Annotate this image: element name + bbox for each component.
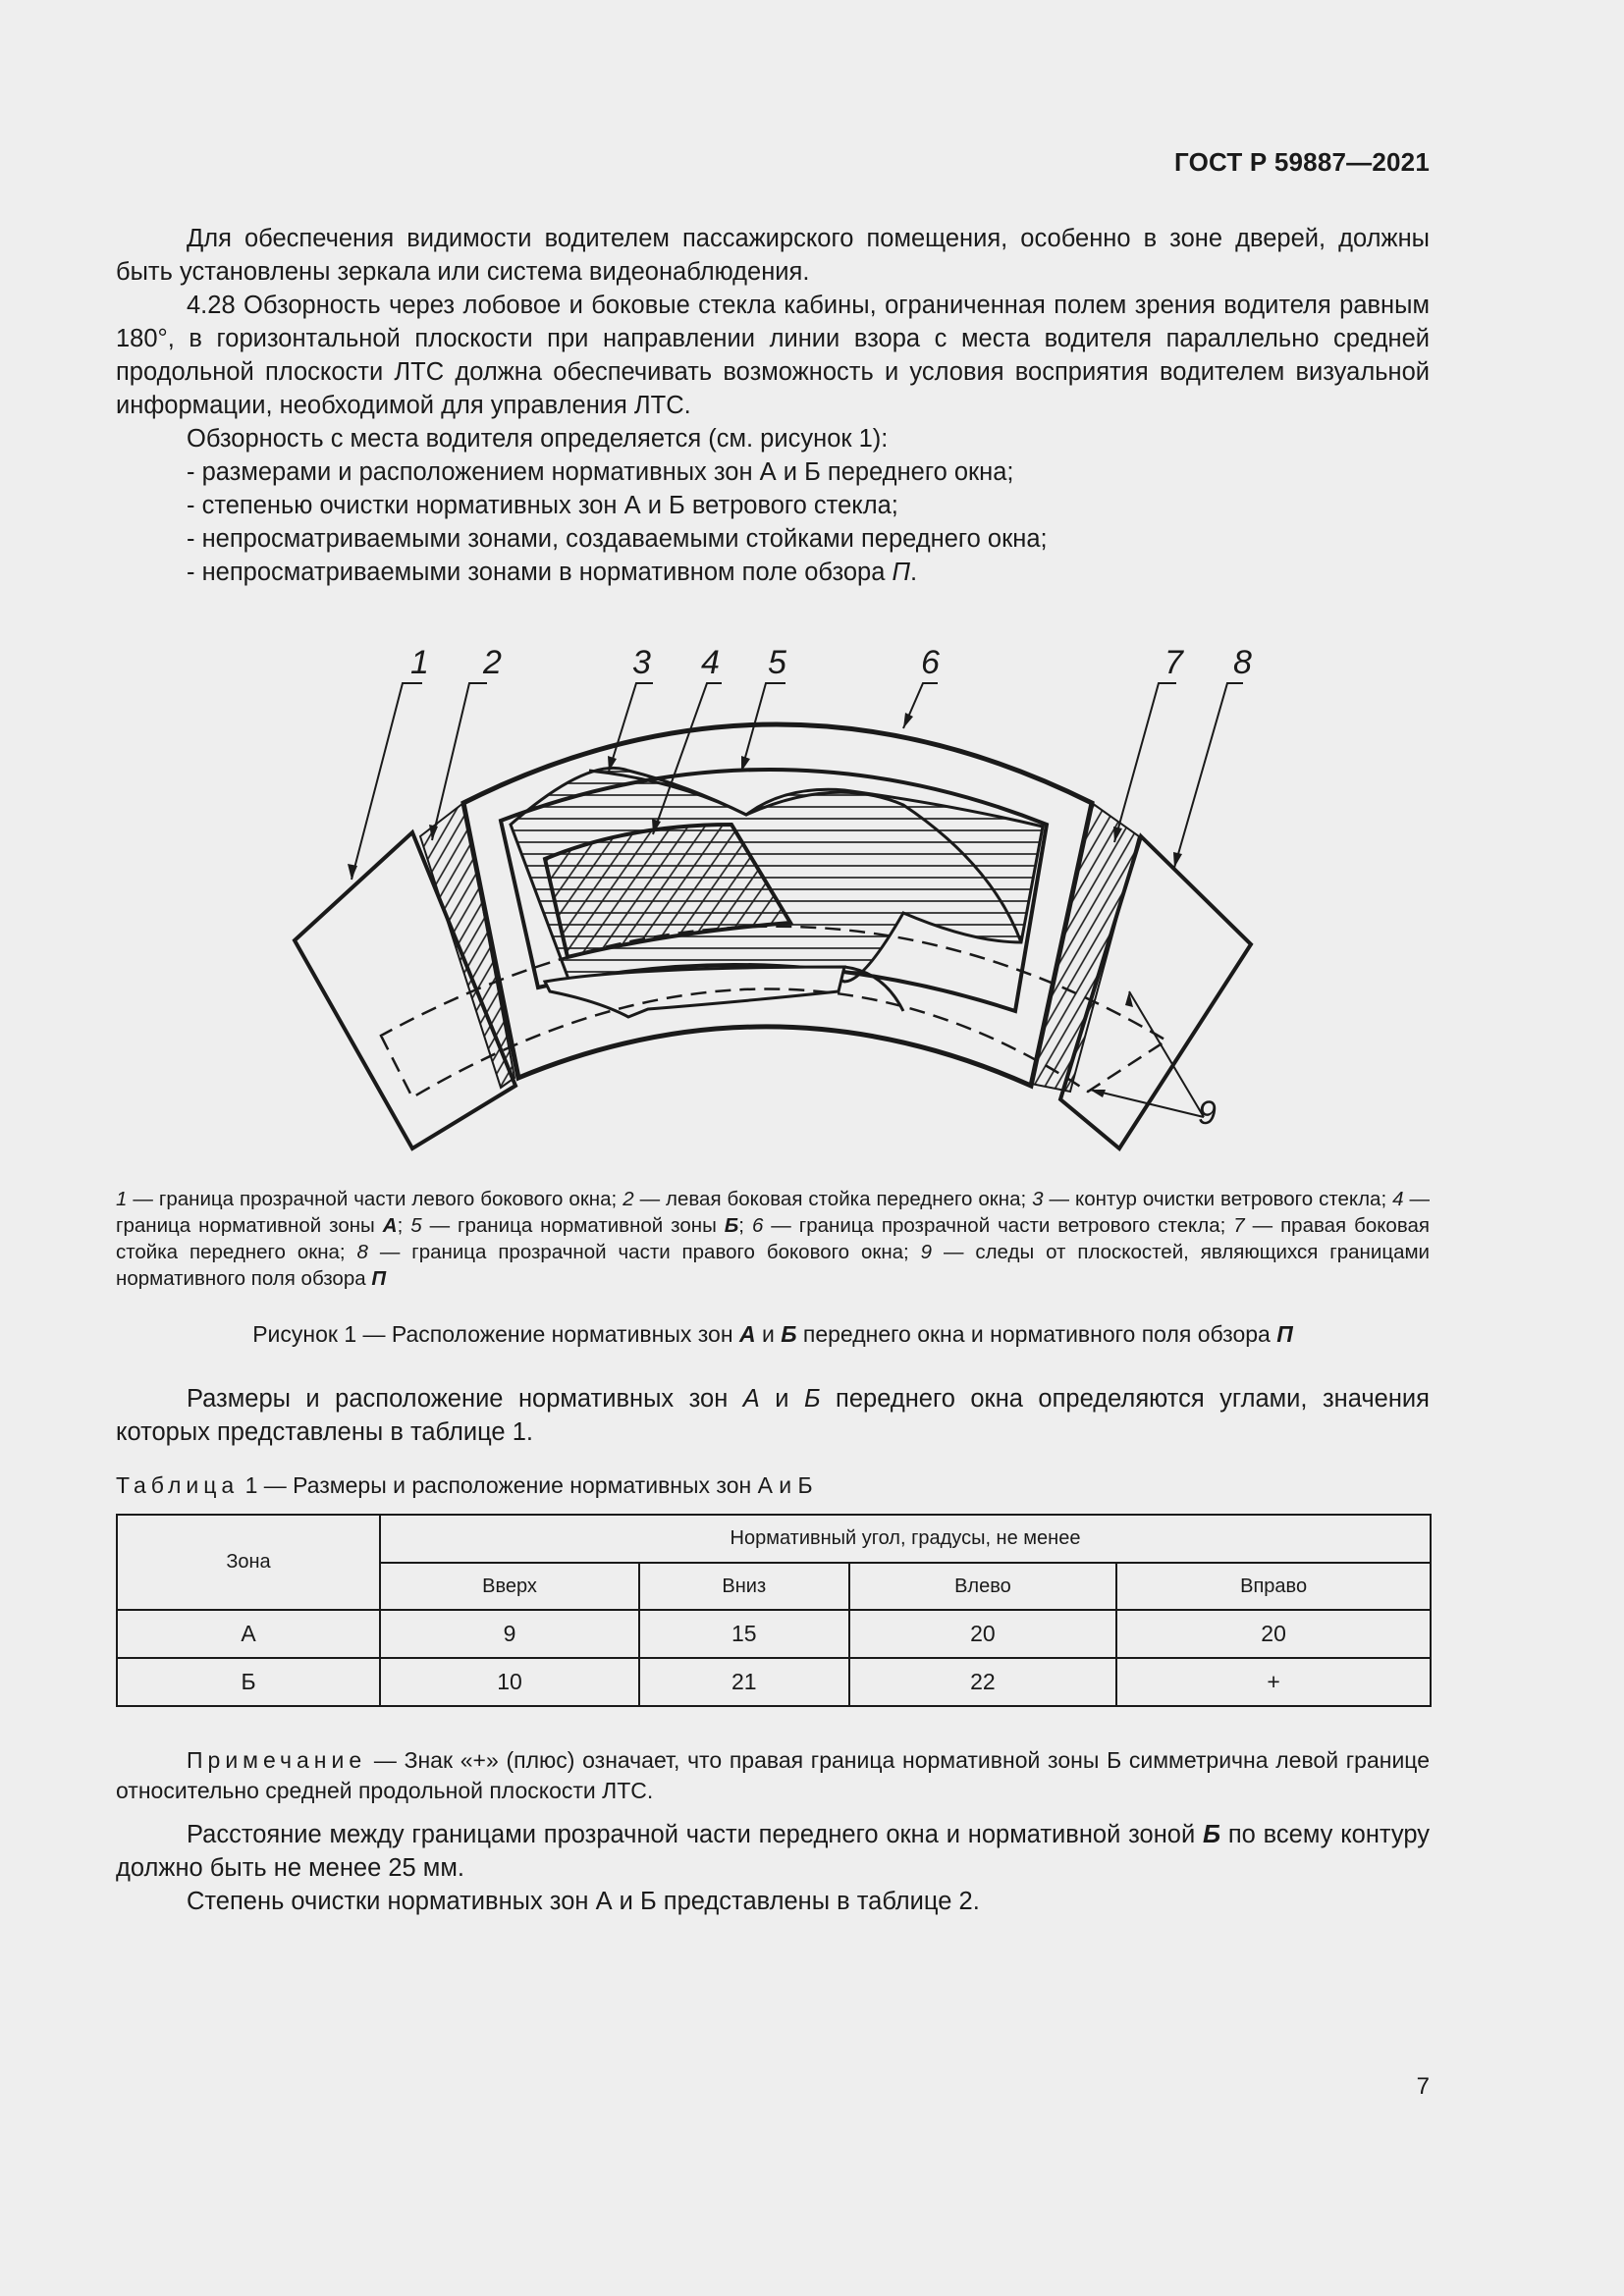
figure-label-7: 7 bbox=[1164, 644, 1183, 681]
figure-label-3: 3 bbox=[632, 644, 651, 681]
left-pillar bbox=[420, 803, 514, 1088]
figure-label-2: 2 bbox=[483, 644, 502, 681]
table-title: Таблица 1 — Размеры и расположение нормативных зон А и Б bbox=[116, 1472, 813, 1498]
figure-label-1: 1 bbox=[410, 644, 429, 681]
figure-caption: Рисунок 1 — Расположение нормативных зон А и Б переднего окна и нормативного поля обзора П bbox=[252, 1321, 1293, 1347]
page-number: 7 bbox=[1416, 2073, 1430, 2100]
figure-windshield-zones bbox=[255, 628, 1296, 1178]
windshield-diagram bbox=[255, 628, 1296, 1178]
table-header-right: Вправо bbox=[1116, 1563, 1431, 1610]
list-item: - непросматриваемыми зонами, создаваемыми стойками переднего окна; bbox=[187, 525, 1048, 553]
table-row: Б 10 21 22 + bbox=[117, 1658, 1431, 1706]
paragraph: 4.28 Обзорность через лобовое и боковые стекла кабины, ограниченная полем зрения водителя равным 180°, в горизонтальной плоскости при направлении линии взора с места водителя параллельно средней продольной плоскости ЛТС должна обеспечивать возможность и условия восприятия водителем визуальной информации, необходимой для управления ЛТС. bbox=[116, 292, 1430, 419]
table-header-left: Влево bbox=[849, 1563, 1117, 1610]
table-header-down: Вниз bbox=[639, 1563, 849, 1610]
figure-label-9: 9 bbox=[1198, 1095, 1217, 1132]
table-1 bbox=[116, 1514, 1432, 1707]
figure-label-4: 4 bbox=[701, 644, 720, 681]
paragraph: Обзорность с места водителя определяется (см. рисунок 1): bbox=[187, 425, 889, 453]
list-item: - степенью очистки нормативных зон А и Б ветрового стекла; bbox=[187, 492, 898, 519]
list-item: - размерами и расположением нормативных зон А и Б переднего окна; bbox=[187, 458, 1014, 486]
figure-label-5: 5 bbox=[768, 644, 786, 681]
figure-label-8: 8 bbox=[1233, 644, 1252, 681]
table-row: А 9 15 20 20 bbox=[117, 1610, 1431, 1658]
right-pillar bbox=[1031, 803, 1139, 1092]
paragraph: Для обеспечения видимости водителем пассажирского помещения, особенно в зоне дверей, должны быть установлены зеркала или система видеонаблюдения. bbox=[116, 225, 1430, 286]
table-header-angle: Нормативный угол, градусы, не менее bbox=[380, 1515, 1431, 1563]
document-id: ГОСТ Р 59887—2021 bbox=[1174, 147, 1430, 177]
list-item: - непросматриваемыми зонами в нормативном поле обзора П. bbox=[187, 559, 918, 586]
figure-legend: 1 — граница прозрачной части левого бокового окна; 2 — левая боковая стойка переднего окна; 3 — контур очистки ветрового стекла; 4 — граница нормативной зоны А; 5 — граница нормативной зоны Б; 6 — граница прозрачной части ветрового стекла; 7 — правая боковая стойка переднего окна; 8 — граница прозрачной части правого бокового окна; 9 — следы от плоскостей, являющихся границами нормативного поля обзора П bbox=[116, 1188, 1431, 1290]
figure-label-6: 6 bbox=[921, 644, 940, 681]
table-header-up: Вверх bbox=[380, 1563, 639, 1610]
table-note: Примечание — Знак «+» (плюс) означает, что правая граница нормативной зоны Б симметрична левой границе относительно средней продольной плоскости ЛТС. bbox=[116, 1747, 1430, 1803]
intro-section bbox=[116, 222, 1430, 589]
zones-description: Размеры и расположение нормативных зон А и Б переднего окна определяются углами, значения которых представлены в таблице 1. bbox=[116, 1385, 1430, 1446]
final-section: Расстояние между границами прозрачной части переднего окна и нормативной зоной Б по всему контуру должно быть не менее 25 мм. Степень очистки нормативных зон А и Б представлены в таблице 2. bbox=[116, 1821, 1430, 1915]
table-header-zone: Зона bbox=[117, 1515, 380, 1610]
